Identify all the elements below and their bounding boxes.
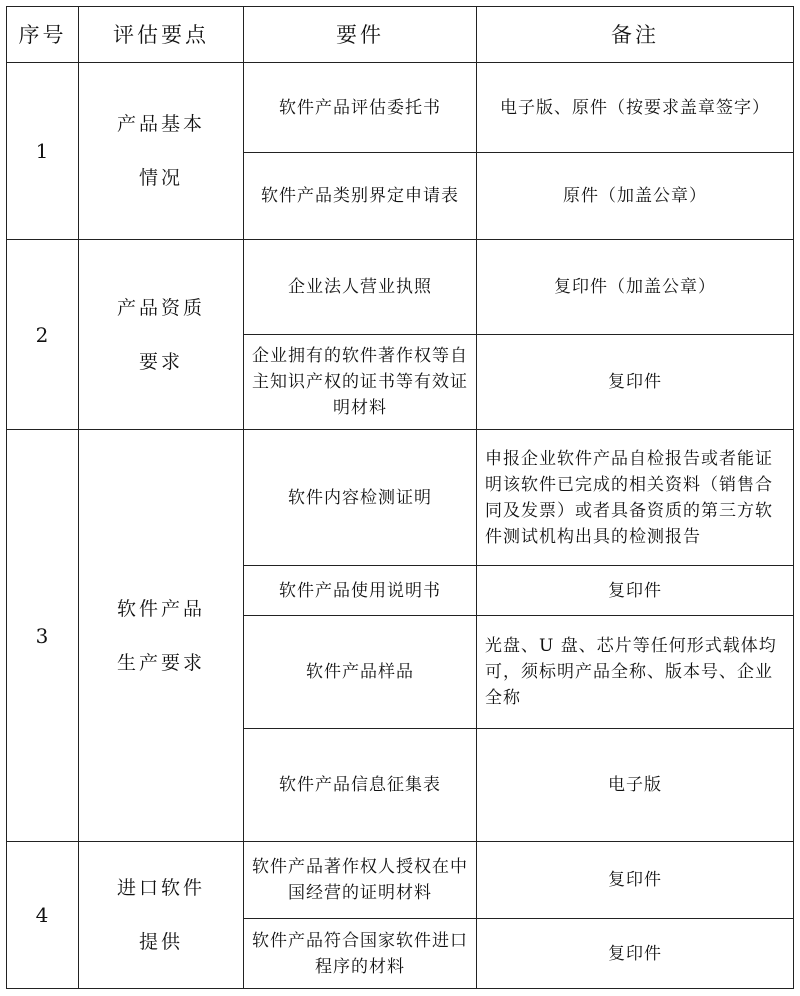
requirement-cell: 软件产品著作权人授权在中国经营的证明材料	[244, 842, 477, 919]
remark-cell: 原件（加盖公章）	[477, 153, 794, 240]
requirement-cell: 软件产品信息征集表	[244, 729, 477, 842]
requirement-cell: 软件产品评估委托书	[244, 63, 477, 153]
requirement-cell: 软件产品符合国家软件进口程序的材料	[244, 919, 477, 989]
point-line: 情况	[138, 167, 183, 189]
remark-cell: 复印件（加盖公章）	[477, 240, 794, 335]
point-line: 产品资质	[116, 296, 205, 319]
requirement-cell: 企业拥有的软件著作权等自主知识产权的证书等有效证明材料	[244, 335, 477, 430]
header-remark: 备注	[477, 7, 794, 63]
requirement-cell: 软件产品使用说明书	[244, 566, 477, 616]
point-line: 产品基本	[116, 113, 205, 135]
header-row	[7, 7, 794, 63]
requirement-cell: 企业法人营业执照	[244, 240, 477, 335]
index-cell: 3	[7, 430, 79, 842]
remark-cell: 复印件	[477, 919, 794, 989]
point-cell	[79, 63, 244, 240]
table-row	[7, 842, 794, 919]
header-index: 序号	[7, 7, 79, 63]
header-requirement: 要件	[244, 7, 477, 63]
point-cell	[79, 430, 244, 842]
table-row	[7, 63, 794, 153]
point-line: 要求	[138, 350, 183, 373]
remark-cell: 光盘、U 盘、芯片等任何形式载体均可，须标明产品全称、版本号、企业全称	[477, 616, 794, 729]
point-line: 生产要求	[116, 651, 205, 674]
index-cell: 4	[7, 842, 79, 989]
requirement-cell: 软件产品类别界定申请表	[244, 153, 477, 240]
point-line: 进口软件	[116, 877, 205, 899]
table-row	[7, 240, 794, 335]
index-cell: 2	[7, 240, 79, 430]
remark-cell: 电子版	[477, 729, 794, 842]
remark-cell: 复印件	[477, 335, 794, 430]
point-cell	[79, 842, 244, 989]
point-cell	[79, 240, 244, 430]
remark-cell: 复印件	[477, 566, 794, 616]
table-row	[7, 430, 794, 566]
requirement-cell: 软件内容检测证明	[244, 430, 477, 566]
remark-cell: 复印件	[477, 842, 794, 919]
index-cell: 1	[7, 63, 79, 240]
remark-cell: 电子版、原件（按要求盖章签字）	[477, 63, 794, 153]
remark-cell: 申报企业软件产品自检报告或者能证明该软件已完成的相关资料（销售合同及发票）或者具备资质的第三方软件测试机构出具的检测报告	[477, 430, 794, 566]
header-point: 评估要点	[79, 7, 244, 63]
evaluation-requirements-table	[6, 6, 794, 989]
point-line: 软件产品	[116, 597, 205, 620]
point-line: 提供	[138, 931, 183, 953]
requirement-cell: 软件产品样品	[244, 616, 477, 729]
